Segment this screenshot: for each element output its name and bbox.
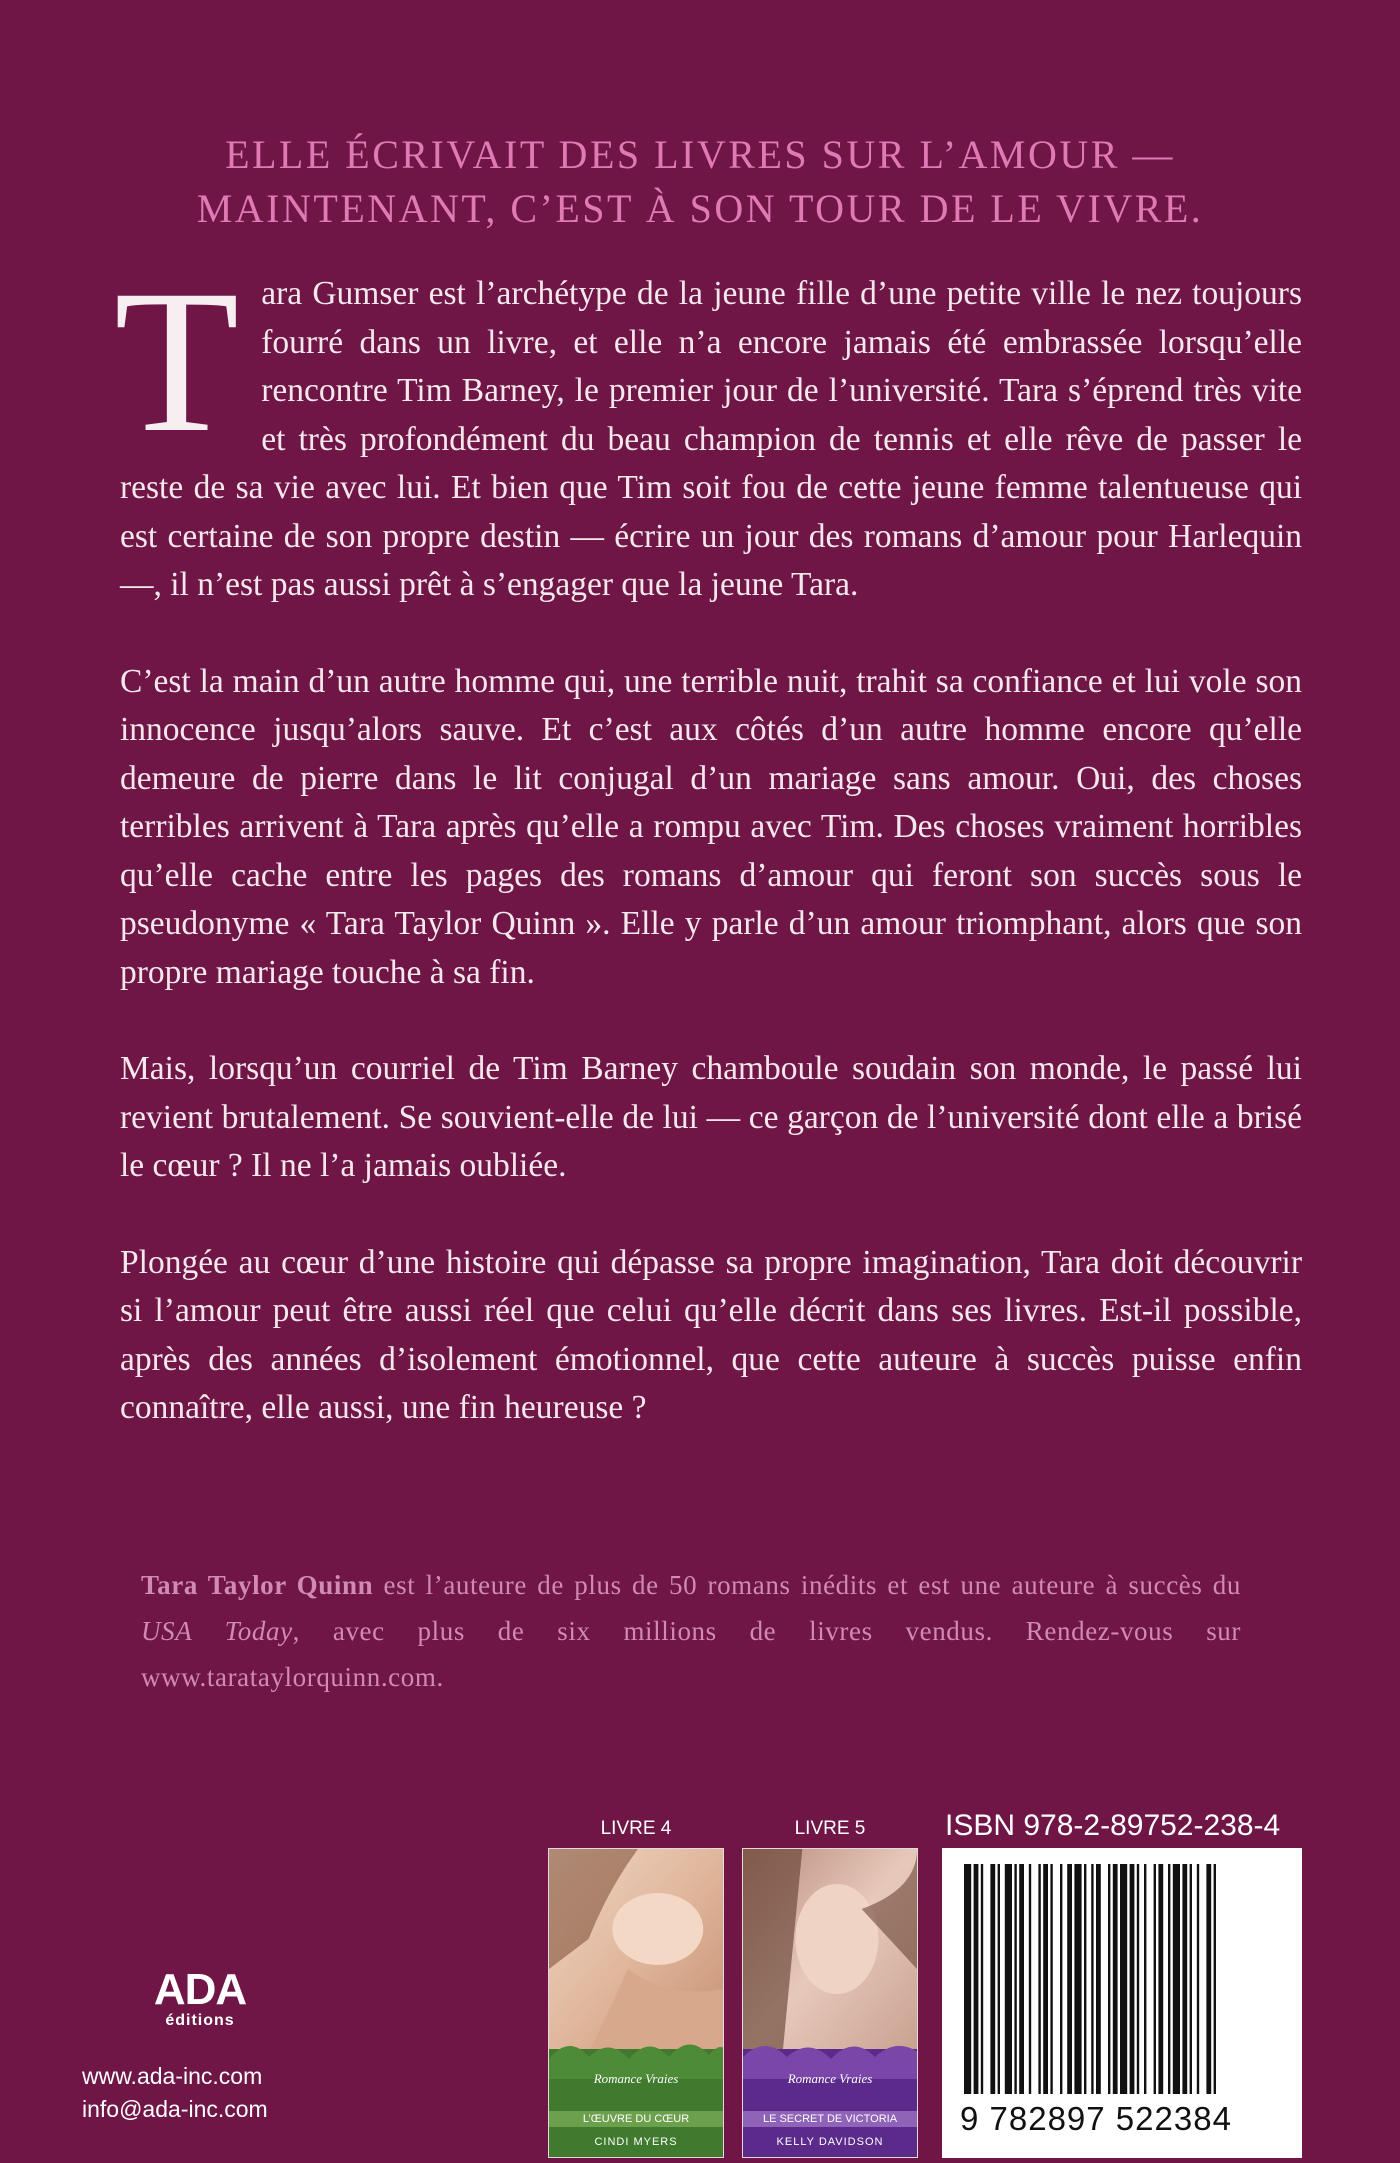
- book-4-title: L’ŒUVRE DU CŒUR: [549, 2111, 723, 2127]
- book-4-cover-photo: [549, 1849, 723, 2054]
- author-name: Tara Taylor Quinn: [141, 1570, 374, 1600]
- barcode: [942, 1848, 1302, 2158]
- publisher-website[interactable]: www.ada-inc.com: [82, 2063, 263, 2089]
- book-5-cover-photo: [743, 1849, 917, 2054]
- synopsis-paragraph-2: C’est la main d’un autre homme qui, une terrible nuit, trahit sa confiance et lui vole son innocence jusqu’alors sauve. Et c’est aux côtés d’un autre homme encore qu’elle demeure de pierre dans le lit conjugal d’un mariage sans amour. Oui, des choses terribles arrivent à Tara après qu’elle a rompu avec Tim. Des choses vraiment horribles qu’elle cache entre les pages des romans d’amour qui feront son succès sous le pseudonyme « Tara Taylor Quinn ». Elle y parle d’un amour triomphant, alors que son propre mariage touche à sa fin.: [120, 662, 1302, 991]
- publication-name: USA Today: [141, 1616, 293, 1646]
- publisher-logo: [140, 1965, 260, 2030]
- book-4-thumbnail: [548, 1818, 724, 2158]
- headline: [120, 128, 1280, 236]
- book-4-label: LIVRE 4: [600, 1818, 672, 1839]
- bio-text-2: , avec plus de six millions de livres vendus. Rendez-vous sur www.tarataylorquinn.com.: [141, 1616, 1241, 1692]
- author-bio: [141, 1562, 1241, 1700]
- synopsis-paragraph-4: Plongée au cœur d’une histoire qui dépasse sa propre imagination, Tara doit découvrir si l’amour peut être aussi réel que celui qu’elle décrit dans ses livres. Est-il possible, après des années d’isolement émotionnel, que cette auteure à succès puisse enfin connaître, elle aussi, une fin heureuse ?: [120, 1243, 1302, 1426]
- synopsis: [114, 248, 1302, 1481]
- book-4-author: CINDI MYERS: [594, 2136, 678, 2148]
- barcode-icon: [942, 1848, 1302, 2098]
- headline-line-1: ELLE ÉCRIVAIT DES LIVRES SUR L’AMOUR —: [225, 132, 1175, 177]
- synopsis-paragraph-1-text: ara Gumser est l’archétype de la jeune fille d’une petite ville le nez toujours fourré dans un livre, et elle n’a encore jamais été embrassée lorsqu’elle rencontre Tim Barney, le premier jour de l’université. Tara s’éprend très vite et très profondément du beau champion de tennis et elle rêve de passer le reste de sa vie avec lui. Et bien que Tim soit fou de cette jeune femme talentueuse qui est certaine de son propre destin — écrire un jour des romans d’amour pour Harlequin —, il n’est pas aussi prêt à s’engager que la jeune Tara.: [120, 275, 1302, 603]
- isbn-label: ISBN 978-2-89752-238-4: [945, 1809, 1281, 1842]
- drop-cap: T: [114, 248, 240, 475]
- barcode-digits: 9 782897 522384: [960, 2100, 1232, 2137]
- logo-subtext: éditions: [165, 2012, 235, 2029]
- bio-text-1: est l’auteure de plus de 50 romans inédits et est une auteure à succès du: [373, 1570, 1241, 1600]
- headline-line-2: MAINTENANT, C’EST À SON TOUR DE LE VIVRE.: [196, 186, 1204, 231]
- book-5-series: Romance Vraies: [787, 2071, 873, 2086]
- book-4-series: Romance Vraies: [593, 2071, 679, 2086]
- synopsis-paragraph-1: [114, 248, 1302, 610]
- book-5-title: LE SECRET DE VICTORIA: [743, 2111, 917, 2127]
- book-5-label: LIVRE 5: [794, 1818, 866, 1839]
- logo-text: ADA: [153, 1965, 247, 2014]
- synopsis-paragraph-3: Mais, lorsqu’un courriel de Tim Barney chamboule soudain son monde, le passé lui revient brutalement. Se souvient-elle de lui — ce garçon de l’université dont elle a brisé le cœur ? Il ne l’a jamais oubliée.: [120, 1050, 1302, 1184]
- publisher-email[interactable]: info@ada-inc.com: [82, 2096, 268, 2122]
- book-5-cover: [742, 1848, 918, 2158]
- book-5-author: KELLY DAVIDSON: [776, 2136, 884, 2148]
- book-4-cover: [548, 1848, 724, 2158]
- book-5-thumbnail: [742, 1818, 918, 2158]
- publisher-contact: [82, 2060, 268, 2126]
